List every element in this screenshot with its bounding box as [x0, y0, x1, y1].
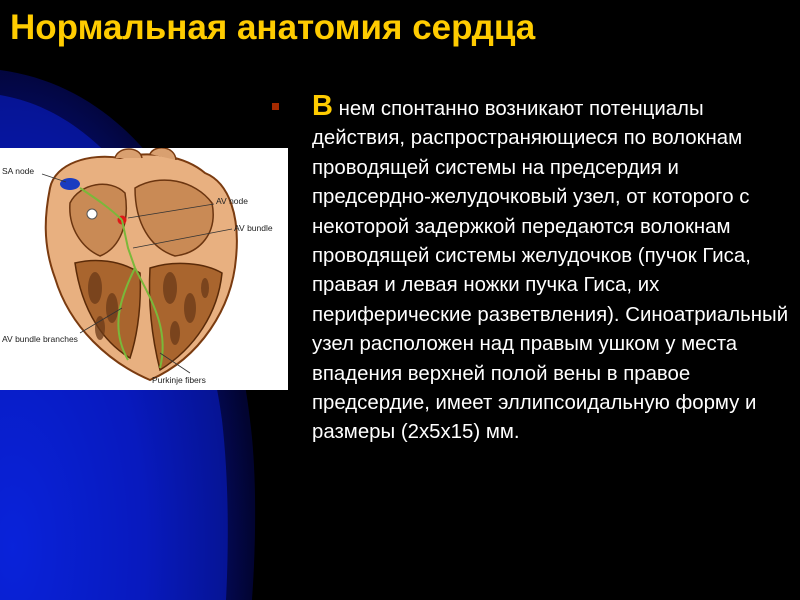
label-sa-node: SA node	[2, 166, 35, 176]
label-av-node: AV node	[216, 196, 248, 206]
label-purkinje-fibers: Purkinje fibers	[152, 375, 206, 385]
sa-node-marker	[60, 178, 80, 190]
label-av-bundle-branches: AV bundle branches	[2, 334, 78, 344]
drop-letter: В	[312, 90, 333, 122]
heart-diagram	[0, 148, 288, 390]
bullet-square	[272, 103, 279, 110]
body-text-content: нем спонтанно возникают потенциалы действия, распространяющиеся по волокнам проводящей системы на предсердия и предсердно-желудочковый узел, от которого с некоторой задержкой передаются волокнам проводящей системы желудочков (пучок Гиса, правая и левая ножки пучка Гиса, их периферические разветвления). Синоатриальный узел расположен над правым ушком у места впадения верхней полой вены в правое предсердие, имеет эллипсоидальную форму и размеры (2х5х15) мм.	[312, 98, 789, 444]
heart-illustration	[0, 148, 288, 390]
body-paragraph	[312, 92, 797, 448]
slide-title: Нормальная анатомия сердца	[10, 8, 536, 47]
label-av-bundle: AV bundle	[234, 223, 273, 233]
